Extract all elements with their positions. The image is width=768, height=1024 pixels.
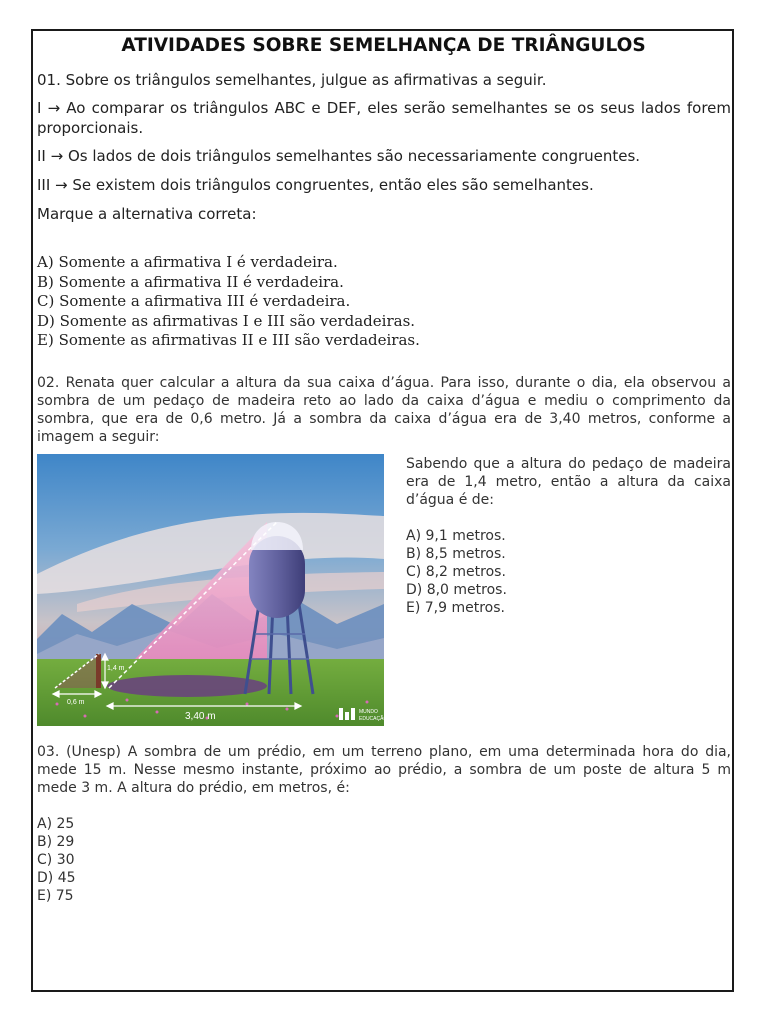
q2-option-a: A) 9,1 metros. xyxy=(406,528,506,544)
q3-option-b: B) 29 xyxy=(37,834,75,850)
q1-option-b: B) Somente a afirmativa II é verdadeira. xyxy=(37,272,344,291)
q1-intro: 01. Sobre os triângulos semelhantes, julgue as afirmativas a seguir. xyxy=(37,71,547,89)
q1-option-a: A) Somente a afirmativa I é verdadeira. xyxy=(37,253,338,271)
q3-option-a: A) 25 xyxy=(37,816,75,832)
short-shadow-label: 0,6 m xyxy=(67,699,85,706)
q2-side-column xyxy=(406,455,731,617)
q1-option-c: C) Somente a afirmativa III é verdadeira. xyxy=(37,292,351,310)
q2-option-c: C) 8,2 metros. xyxy=(406,564,506,580)
long-shadow-label: 3,40 m xyxy=(185,711,216,722)
q2-option-d: D) 8,0 metros. xyxy=(406,582,507,598)
q3-option-d: D) 45 xyxy=(37,870,76,886)
q3-options xyxy=(37,815,731,905)
q3-option-e: E) 75 xyxy=(37,888,74,904)
water-tank-figure xyxy=(37,454,388,726)
q3-option-c: C) 30 xyxy=(37,852,75,868)
q1-options xyxy=(37,253,731,351)
q2-option-e: E) 7,9 metros. xyxy=(406,600,505,616)
page-title: ATIVIDADES SOBRE SEMELHANÇA DE TRIÂNGULOS xyxy=(121,35,646,56)
q1-option-d: D) Somente as afirmativas I e III são verdadeiras. xyxy=(37,311,416,330)
q3-stem: 03. (Unesp) A sombra de um prédio, em um terreno plano, em uma determinada hora do dia, mede 15 m. Nesse mesmo instante, próximo ao prédio, a sombra de um poste de altura 5 m mede 3 m. A altura do prédio, em metros, é: xyxy=(37,744,731,796)
stick-height-label: 1,4 m xyxy=(107,665,125,672)
logo-text-2: EDUCAÇÃO xyxy=(359,716,388,722)
q1-statement-iii: III → Se existem dois triângulos congruentes, então eles são semelhantes. xyxy=(37,176,594,194)
q2-stem: 02. Renata quer calcular a altura da sua caixa d’água. Para isso, durante o dia, ela observou a sombra de um pedaço de madeira reto ao lado da caixa d’água e mediu o comprimento da sombra, que era de 0,6 metro. Já a sombra da caixa d’água era de 3,40 metros, conforme a imagem a seguir: xyxy=(37,375,731,445)
question-3 xyxy=(37,743,731,905)
q1-statement-i: I → Ao comparar os triângulos ABC e DEF, eles serão semelhantes se os seus lados forem proporcionais. xyxy=(37,99,731,137)
logo-text-1: MUNDO xyxy=(359,709,378,715)
question-1 xyxy=(37,70,731,351)
wooden-stick xyxy=(96,654,101,688)
q2-option-b: B) 8,5 metros. xyxy=(406,546,506,562)
q1-option-e: E) Somente as afirmativas II e III são verdadeiras. xyxy=(37,331,420,349)
q2-options xyxy=(406,527,731,617)
tank-shadow xyxy=(107,675,267,697)
q1-prompt: Marque a alternativa correta: xyxy=(37,205,257,223)
q2-side-text: Sabendo que a altura do pedaço de madeira era de 1,4 metro, então a altura da caixa d’água é de: xyxy=(406,456,731,508)
water-tank-illustration xyxy=(37,454,388,726)
q1-statement-ii: II → Os lados de dois triângulos semelhantes são necessariamente congruentes. xyxy=(37,147,641,165)
